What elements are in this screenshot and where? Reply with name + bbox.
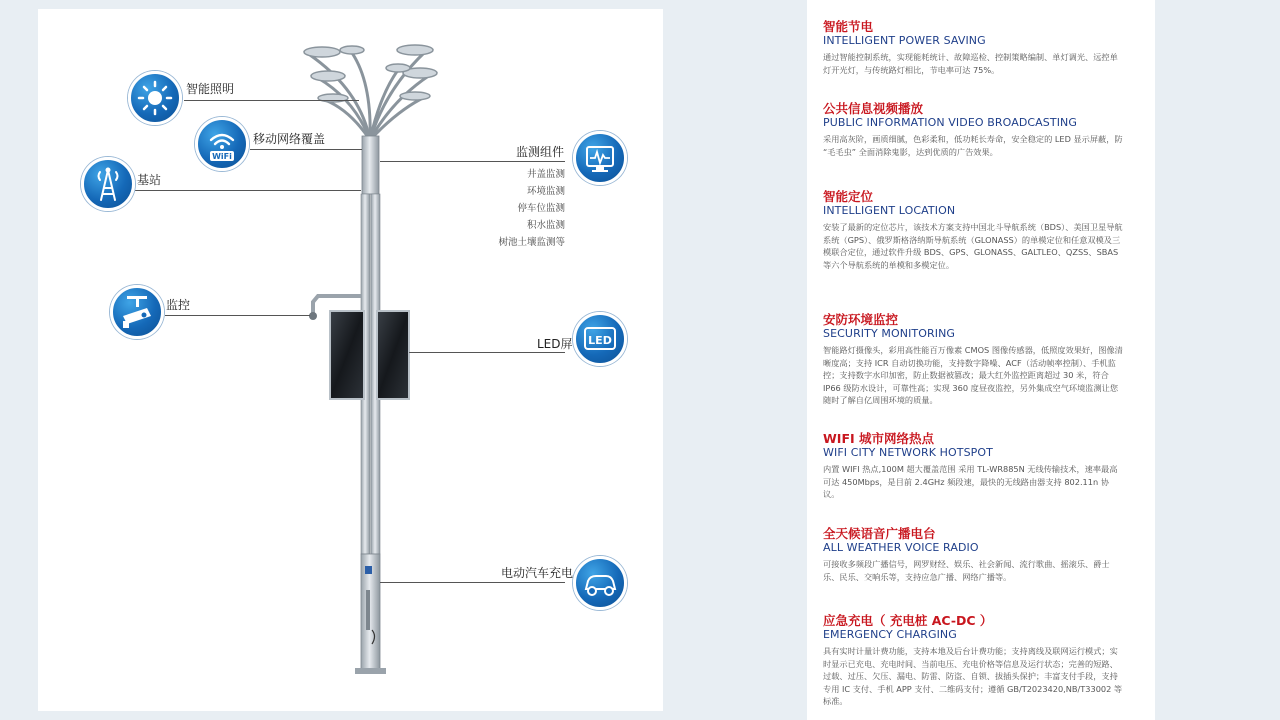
feature-title-cn: 安防环境监控	[823, 312, 899, 327]
feature-body: 可接收多频段广播信号，网罗财经、娱乐、社会新闻、流行歌曲、摇滚乐、爵士乐、民乐、交响乐等，支持应急广播、网络广播等。	[823, 559, 1110, 582]
wifi-icon	[195, 117, 249, 171]
feature-body: 智能路灯摄像头，彩用高性能百万像素 CMOS 图像传感器，低照度效果好，图像清晰度高；支持 ICR 自动切换功能，支持数字降噪、ACF（活动帧率控制）、手机监控；支持数字水印加密，防止数据被篡改；最大红外监控距离超过 30 米，符合 IP66 级防水设计，可靠性高；实现 360 度昼夜监控，另外集成空气环境监测让您随时了解自亿周围环境的质量。	[823, 345, 1123, 406]
sensor-item: 停车位监测	[517, 203, 565, 214]
label-monitoring-components: 监测组件	[516, 145, 565, 159]
feature-voice-radio	[823, 527, 1123, 583]
led-badge-text: LED	[588, 334, 612, 347]
feature-body: 通过智能控制系统，实现能耗统计、故障巡检、控制策略编制、单灯调光、远控单灯开光灯，与传统路灯相比，节电率可达 75%。	[823, 52, 1118, 75]
label-base-station: 基站	[137, 173, 162, 187]
feature-emergency-charging	[823, 614, 1123, 708]
monitor-chart-icon	[573, 131, 627, 185]
feature-body: 具有实时计量计费功能，支持本地及后台计费功能；支持离线及联网运行模式；实时显示已充电、充电时间、当前电压、充电价格等信息及运行状态；完善的短路、过载、过压、欠压、漏电、防雷、防盗、自锁、拔插头保护；丰富支付手段，支持专用 IC 支付、手机 APP 支付、二维码支付；遵循 GB/T2023420,NB/T33002 等标准。	[823, 646, 1123, 707]
leader-line	[135, 190, 361, 191]
feature-power-saving	[823, 20, 1123, 76]
feature-title-en: INTELLIGENT POWER SAVING	[823, 34, 986, 47]
feature-title-en: SECURITY MONITORING	[823, 327, 956, 340]
sun-icon	[128, 71, 182, 125]
label-ev-charging: 电动汽车充电	[501, 566, 574, 580]
leader-line	[250, 149, 362, 150]
feature-title-en: PUBLIC INFORMATION VIDEO BROADCASTING	[823, 116, 1077, 129]
feature-wifi-hotspot	[823, 432, 1123, 501]
sensor-item: 积水监测	[526, 220, 565, 231]
sensor-list	[498, 166, 565, 251]
feature-video-broadcasting	[823, 102, 1123, 158]
signal-tower-icon	[81, 157, 135, 211]
feature-title-cn: 全天候语音广播电台	[823, 526, 936, 541]
feature-title-en: EMERGENCY CHARGING	[823, 628, 957, 641]
sensor-item: 环境监测	[526, 186, 565, 197]
feature-body: 安装了最新的定位芯片，该技术方案支持中国北斗导航系统（BDS）、美国卫星导航系统（GPS）、俄罗斯格洛纳斯导航系统（GLONASS）的单模定位和任意双模及三模联合定位，通过软件升级 BDS、GPS、GLONASS、GALTLEO、QZSS、SBAS 等六个导航系统的单模和多模定位。	[823, 222, 1123, 270]
feature-body: 内置 WIFI 热点,100M 超大覆盖范围 采用 TL-WR885N 无线传输技术，速率最高可达 450Mbps，是目前 2.4GHz 频段速，最快的无线路由器支持 802.11n 协议。	[823, 464, 1118, 500]
leader-line	[184, 100, 359, 101]
leader-line	[409, 352, 565, 353]
feature-security-monitoring	[823, 313, 1123, 407]
label-led-screen: LED屏	[537, 337, 573, 351]
label-smart-lighting: 智能照明	[186, 82, 235, 96]
led-screen-icon	[573, 312, 627, 366]
feature-title-cn: 应急充电（ 充电桩 AC-DC ）	[823, 613, 993, 628]
feature-body: 采用高灰阶，画质细腻，色彩柔和，低功耗长寿命，安全稳定的 LED 显示屏蔽，防 “毛毛虫” 全面消除鬼影，达到优质的广告效果。	[823, 134, 1123, 157]
cctv-camera-icon	[110, 285, 164, 339]
feature-title-cn: WIFI 城市网络热点	[823, 431, 934, 446]
label-mobile-network: 移动网络覆盖	[253, 132, 326, 146]
label-surveillance: 监控	[166, 298, 191, 312]
wifi-badge-text: WiFi	[212, 152, 232, 161]
feature-title-en: ALL WEATHER VOICE RADIO	[823, 541, 979, 554]
feature-title-en: WIFI CITY NETWORK HOTSPOT	[823, 446, 993, 459]
feature-title-en: INTELLIGENT LOCATION	[823, 204, 956, 217]
leader-line	[380, 161, 565, 162]
leader-line	[165, 315, 310, 316]
feature-title-cn: 公共信息视频播放	[823, 101, 924, 116]
sensor-item: 树池土壤监测等	[498, 237, 565, 248]
feature-title-cn: 智能定位	[823, 189, 874, 204]
leader-line	[380, 582, 565, 583]
feature-title-cn: 智能节电	[823, 19, 874, 34]
sensor-item: 井盖监测	[526, 169, 565, 180]
electric-car-icon	[573, 556, 627, 610]
feature-location	[823, 190, 1123, 271]
